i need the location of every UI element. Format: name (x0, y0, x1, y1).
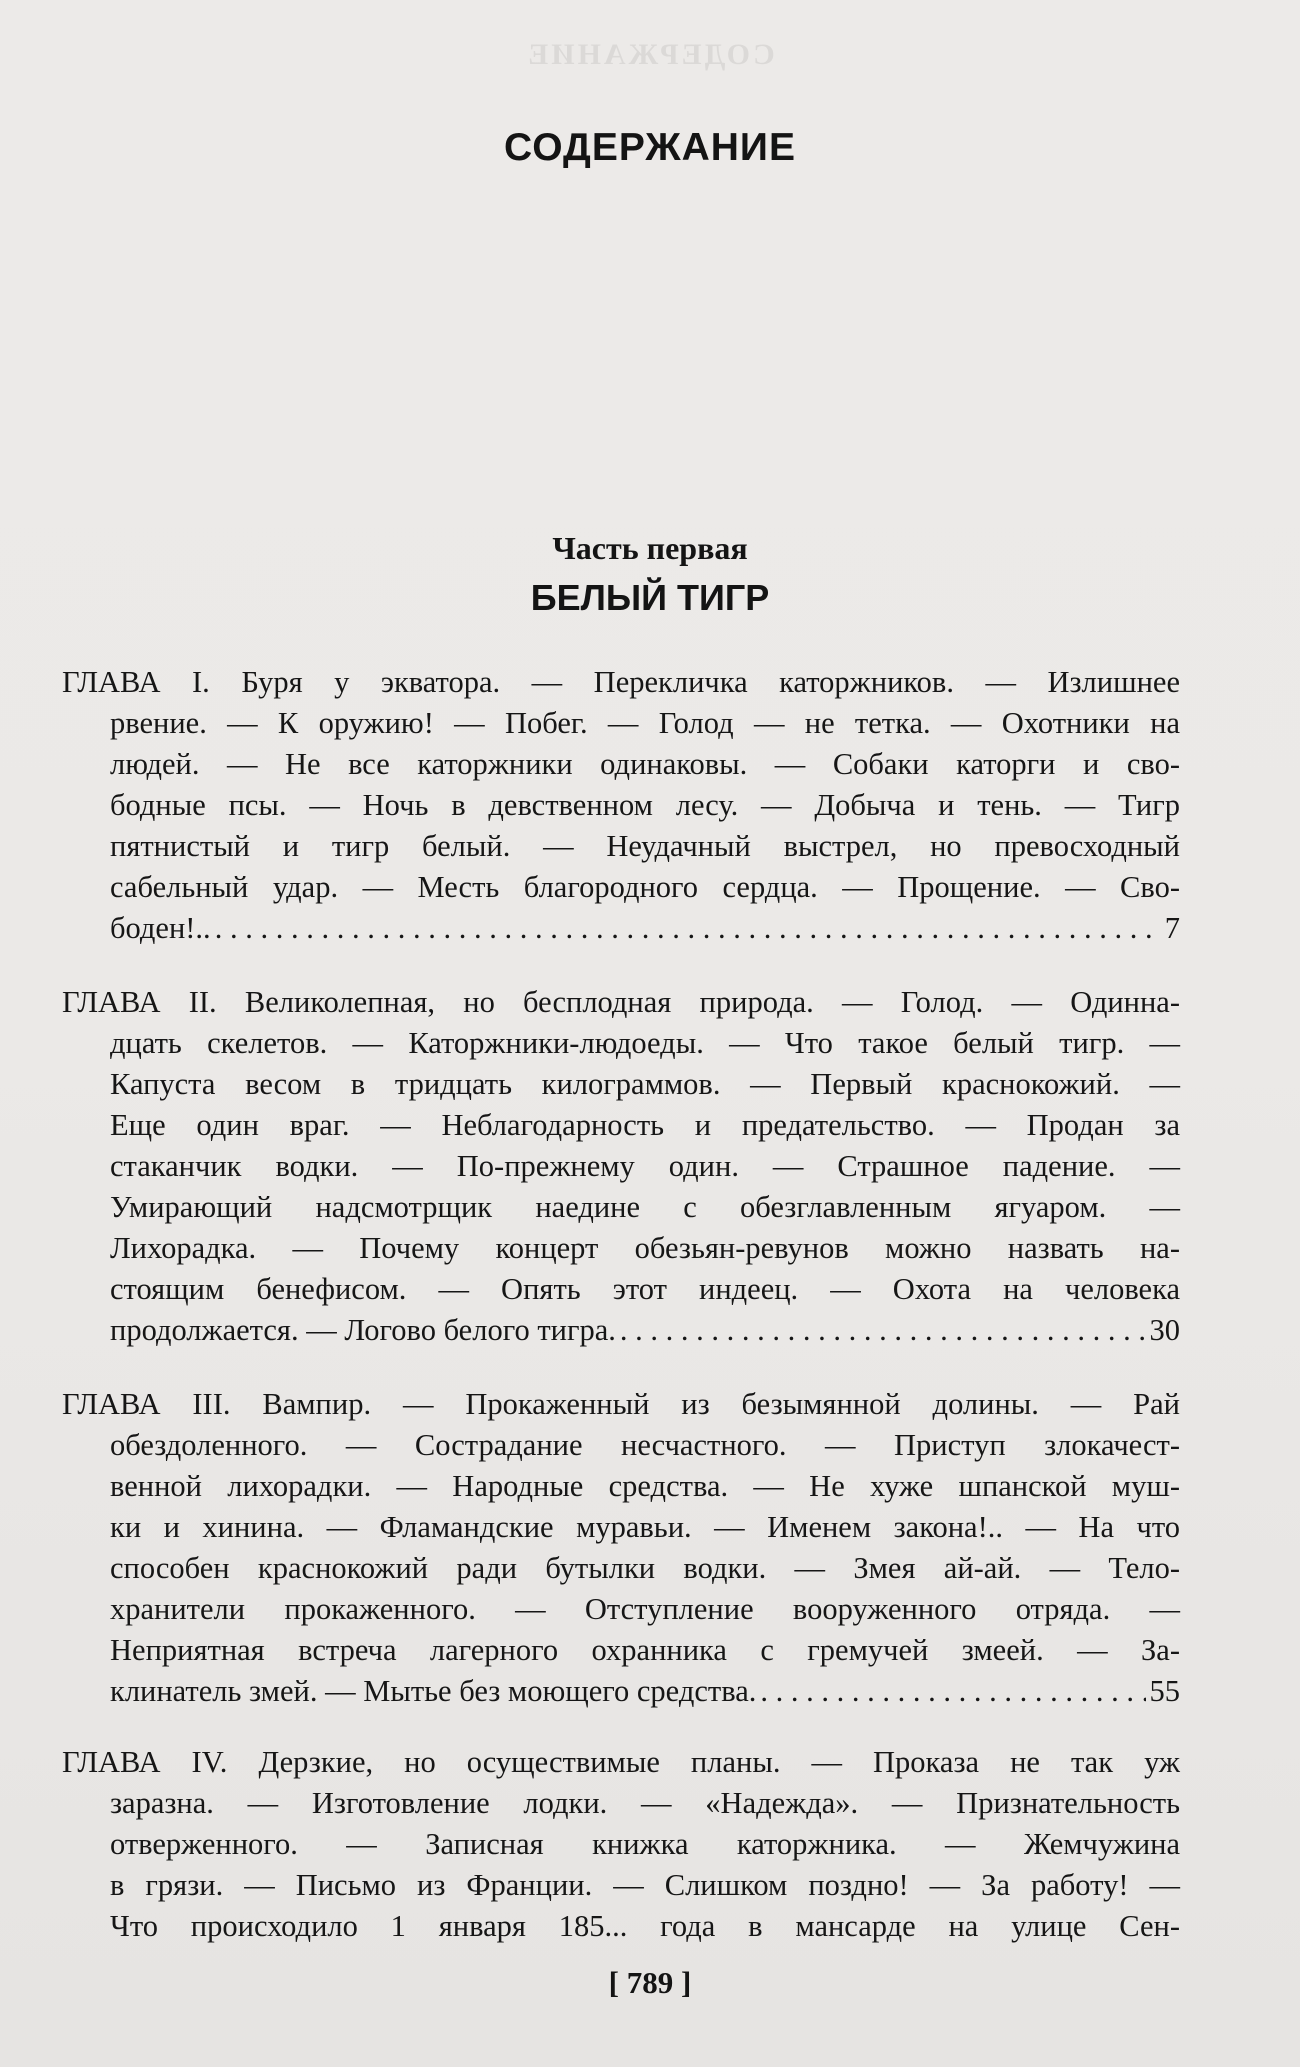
toc-entry-chapter-4[interactable] (62, 1742, 1180, 1947)
toc-last-line (62, 908, 1180, 949)
toc-line: хранители прокаженного. — Отступление вооруженного отряда. — (110, 1592, 1180, 1626)
toc-line: Лихорадка. — Почему концерт обезьян-ревунов можно назвать на- (110, 1231, 1180, 1265)
toc-line: способен краснокожий ради бутылки водки. — Змея ай-ай. — Тело- (110, 1551, 1180, 1585)
toc-entry-chapter-1[interactable] (62, 662, 1180, 949)
toc-line: отверженного. — Записная книжка каторжника. — Жемчужина (110, 1827, 1180, 1861)
toc-line: обездоленного. — Сострадание несчастного. — Приступ злокачест- (110, 1428, 1180, 1462)
show-through-header: СОДЕРЖАНИЕ (525, 38, 775, 71)
toc-line: сабельный удар. — Месть благородного сердца. — Прощение. — Сво- (110, 870, 1180, 904)
toc-line: дцать скелетов. — Каторжники-людоеды. — Что такое белый тигр. — (110, 1026, 1180, 1060)
toc-page-number: 7 (1164, 911, 1180, 945)
toc-entry-chapter-3[interactable] (62, 1384, 1180, 1712)
toc-line: заразна. — Изготовление лодки. — «Надежда». — Признательность (110, 1786, 1180, 1820)
toc-line: ГЛАВА II. Великолепная, но бесплодная природа. — Голод. — Одинна- (62, 985, 1180, 1019)
toc-line: продолжается. — Логово белого тигра. (110, 1313, 616, 1347)
part-label: Часть первая (552, 530, 748, 566)
toc-line: ГЛАВА I. Буря у экватора. — Перекличка каторжников. — Излишнее (62, 665, 1180, 699)
leader-dots (620, 1310, 1146, 1351)
toc-line: бодные псы. — Ночь в девственном лесу. — Добыча и тень. — Тигр (110, 788, 1180, 822)
toc-line: ки и хинина. — Фламандские муравьи. — Именем закона!.. — На что (110, 1510, 1180, 1544)
page-number: [ 789 ] (608, 1965, 692, 2000)
toc-line: Неприятная встреча лагерного охранника с гремучей змеей. — За- (110, 1633, 1180, 1667)
leader-dots (215, 908, 1161, 949)
toc-line: Умирающий надсмотрщик наедине с обезглавленным ягуаром. — (110, 1190, 1180, 1224)
toc-page-number: 30 (1149, 1313, 1180, 1347)
page-title: СОДЕРЖАНИЕ (504, 126, 796, 169)
toc-line: Капуста весом в тридцать килограммов. — Первый краснокожий. — (110, 1067, 1180, 1101)
toc-page-number: 55 (1149, 1674, 1180, 1708)
toc-line: венной лихорадки. — Народные средства. — Не хуже шпанской муш- (110, 1469, 1180, 1503)
toc-entry-chapter-2[interactable] (62, 982, 1180, 1351)
toc-line: ГЛАВА III. Вампир. — Прокаженный из безымянной долины. — Рай (62, 1387, 1180, 1421)
part-title: БЕЛЫЙ ТИГР (530, 577, 770, 618)
toc-line: Еще один враг. — Неблагодарность и предательство. — Продан за (110, 1108, 1180, 1142)
toc-line: рвение. — К оружию! — Побег. — Голод — не тетка. — Охотники на (110, 706, 1180, 740)
toc-line: Что происходило 1 января 185... года в мансарде на улице Сен- (110, 1909, 1180, 1943)
toc-last-line (62, 1671, 1180, 1712)
toc-last-line (62, 1310, 1180, 1351)
toc-line: стаканчик водки. — По-прежнему один. — Страшное падение. — (110, 1149, 1180, 1183)
toc-line: клинатель змей. — Мытье без моющего средства. (110, 1674, 757, 1708)
leader-dots (760, 1671, 1145, 1712)
toc-line: пятнистый и тигр белый. — Неудачный выстрел, но превосходный (110, 829, 1180, 863)
toc-line: людей. — Не все каторжники одинаковы. — Собаки каторги и сво- (110, 747, 1180, 781)
toc-line: в грязи. — Письмо из Франции. — Слишком поздно! — За работу! — (110, 1868, 1180, 1902)
toc-line: стоящим бенефисом. — Опять этот индеец. — Охота на человека (110, 1272, 1180, 1306)
toc-line: ГЛАВА IV. Дерзкие, но осуществимые планы. — Проказа не так уж (62, 1745, 1180, 1779)
toc-line: боден!.. (110, 911, 211, 945)
